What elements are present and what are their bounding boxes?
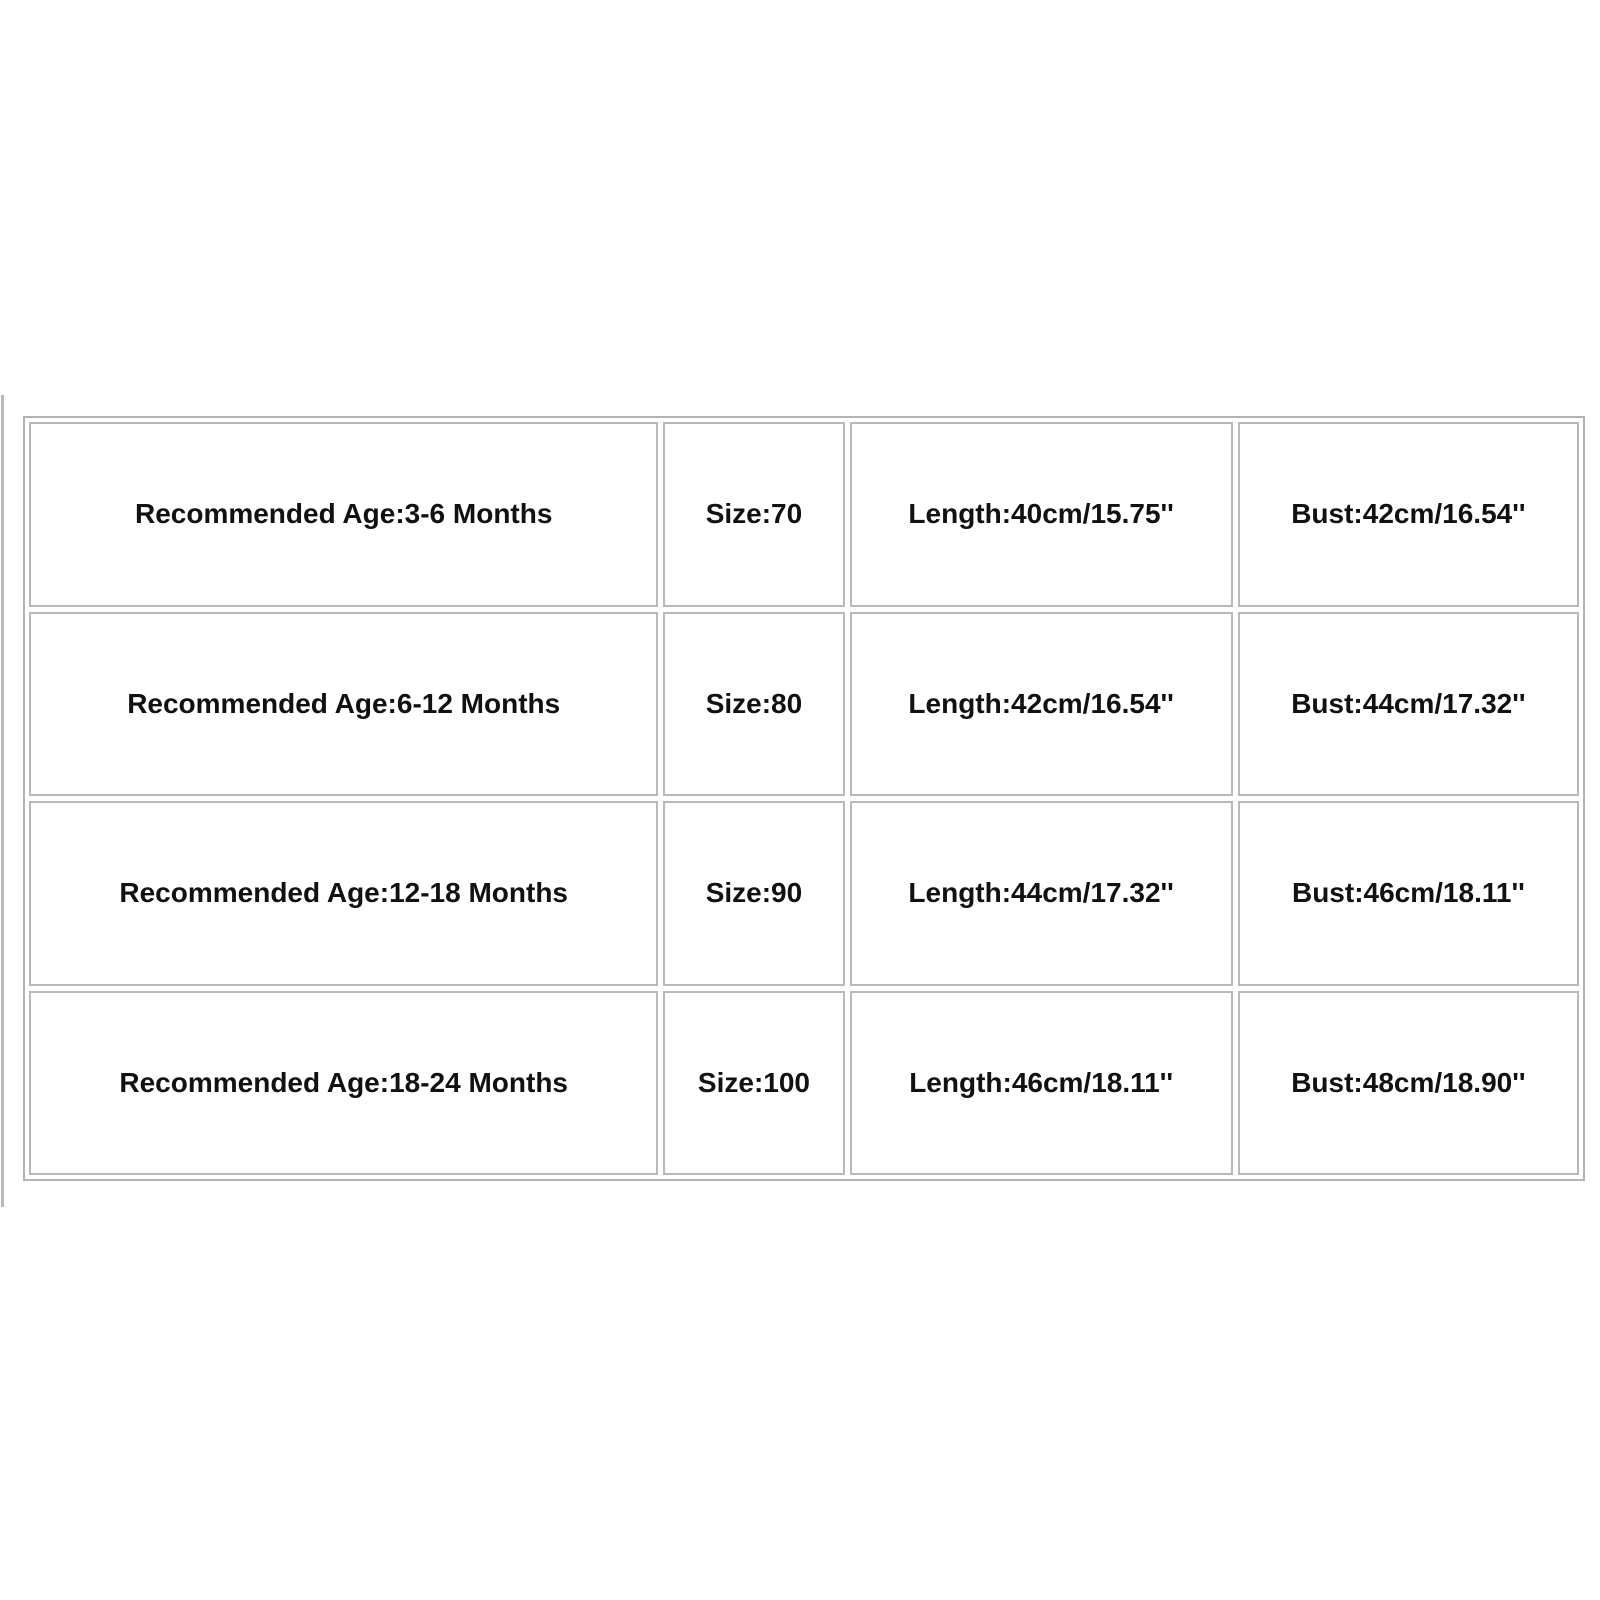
bust-cell: Bust:44cm/17.32''	[1238, 612, 1579, 797]
size-cell: Size:70	[663, 422, 844, 607]
table-row	[29, 612, 1579, 797]
table-row	[29, 422, 1579, 607]
size-chart-table	[23, 416, 1585, 1181]
age-cell: Recommended Age:3-6 Months	[29, 422, 658, 607]
length-cell: Length:46cm/18.11''	[850, 991, 1233, 1176]
bust-cell: Bust:48cm/18.90''	[1238, 991, 1579, 1176]
left-divider-line	[1, 395, 4, 1207]
length-cell: Length:42cm/16.54''	[850, 612, 1233, 797]
size-cell: Size:80	[663, 612, 844, 797]
table-row	[29, 801, 1579, 986]
table-row	[29, 991, 1579, 1176]
bust-cell: Bust:46cm/18.11''	[1238, 801, 1579, 986]
age-cell: Recommended Age:12-18 Months	[29, 801, 658, 986]
size-cell: Size:90	[663, 801, 844, 986]
length-cell: Length:40cm/15.75''	[850, 422, 1233, 607]
age-cell: Recommended Age:18-24 Months	[29, 991, 658, 1176]
age-cell: Recommended Age:6-12 Months	[29, 612, 658, 797]
length-cell: Length:44cm/17.32''	[850, 801, 1233, 986]
size-chart-grid	[24, 417, 1584, 1180]
bust-cell: Bust:42cm/16.54''	[1238, 422, 1579, 607]
size-cell: Size:100	[663, 991, 844, 1176]
